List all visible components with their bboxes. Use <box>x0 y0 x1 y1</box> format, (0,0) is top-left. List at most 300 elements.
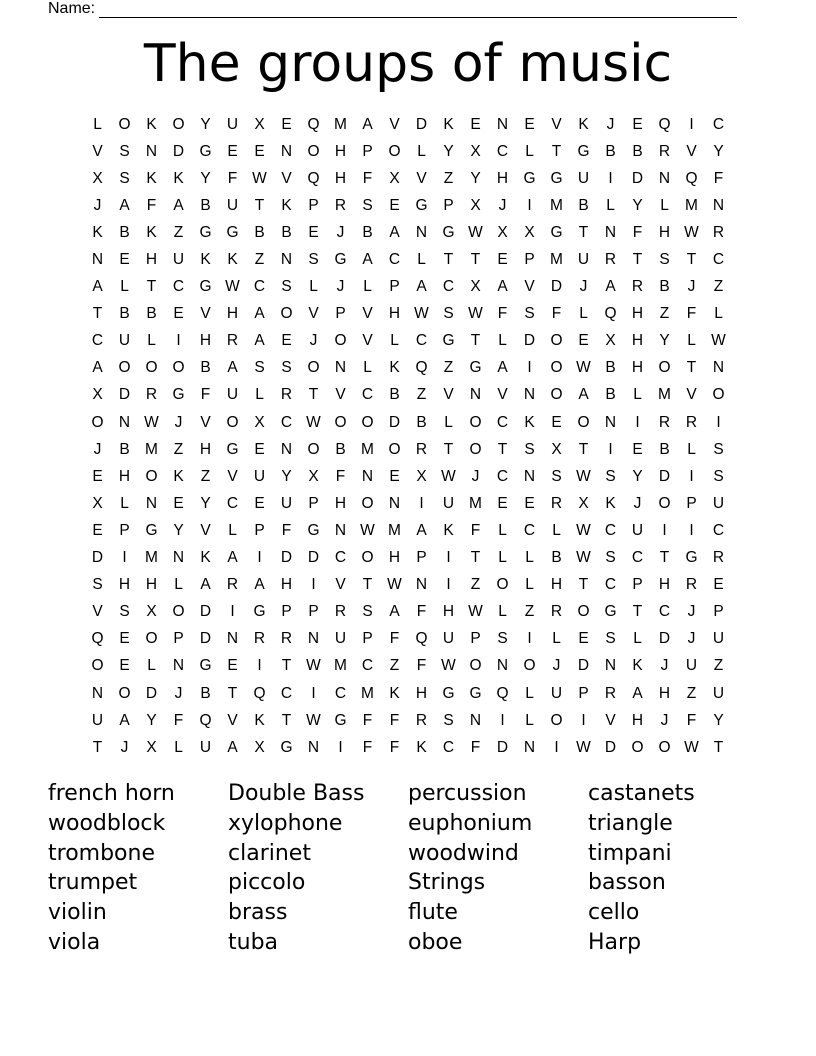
grid-letter: A <box>416 278 427 296</box>
grid-letter: K <box>227 251 238 269</box>
grid-letter: V <box>497 386 508 404</box>
grid-letter: W <box>252 169 267 187</box>
grid-letter: N <box>334 359 347 377</box>
grid-letter: F <box>362 738 373 756</box>
grid-letter: A <box>119 196 130 214</box>
grid-letter: A <box>227 738 238 756</box>
grid-letter: P <box>713 603 724 621</box>
grid-letter: P <box>173 630 184 648</box>
grid-letter: K <box>389 684 400 702</box>
grid-letter: U <box>280 494 293 512</box>
grid-letter: T <box>551 142 562 160</box>
grid-letter: L <box>255 386 264 404</box>
grid-letter: O <box>172 603 185 621</box>
grid-letter: N <box>415 576 428 594</box>
grid-letter: R <box>604 684 617 702</box>
grid-letter: P <box>254 521 265 539</box>
grid-letter: H <box>388 549 401 567</box>
grid-letter: C <box>658 603 671 621</box>
grid-letter: L <box>687 332 696 350</box>
grid-letter: T <box>92 738 103 756</box>
grid-letter: N <box>469 711 482 729</box>
grid-letter: R <box>658 142 671 160</box>
grid-letter: N <box>496 115 509 133</box>
grid-letter: K <box>254 711 265 729</box>
grid-letter: G <box>523 169 536 187</box>
grid-letter: E <box>92 521 103 539</box>
grid-letter: S <box>524 440 535 458</box>
grid-letter: U <box>712 684 725 702</box>
word-list-item: trombone <box>48 840 155 866</box>
grid-letter: O <box>118 359 131 377</box>
grid-letter: S <box>362 603 373 621</box>
grid-letter: B <box>281 223 292 241</box>
grid-letter: C <box>280 684 293 702</box>
grid-letter: L <box>579 305 588 323</box>
grid-letter: O <box>118 684 131 702</box>
grid-letter: Z <box>443 359 454 377</box>
grid-letter: J <box>309 332 318 350</box>
grid-letter: J <box>336 278 345 296</box>
grid-letter: Z <box>686 684 697 702</box>
grid-letter: R <box>604 251 617 269</box>
grid-letter: V <box>92 603 103 621</box>
grid-letter: X <box>92 169 103 187</box>
grid-letter: G <box>550 223 563 241</box>
grid-letter: P <box>524 251 535 269</box>
grid-letter: H <box>280 576 293 594</box>
grid-letter: R <box>334 196 347 214</box>
grid-letter: N <box>604 413 617 431</box>
grid-letter: I <box>500 711 505 729</box>
grid-letter: L <box>417 142 426 160</box>
grid-letter: W <box>441 467 456 485</box>
grid-letter: E <box>470 115 481 133</box>
grid-letter: D <box>496 738 509 756</box>
grid-letter: Y <box>632 467 643 485</box>
grid-letter: F <box>470 521 481 539</box>
word-list-item: basson <box>588 870 666 896</box>
grid-letter: H <box>550 576 563 594</box>
grid-letter: L <box>606 196 615 214</box>
grid-letter: T <box>443 251 454 269</box>
grid-letter: K <box>146 115 157 133</box>
grid-letter: J <box>471 467 480 485</box>
word-list-item: Strings <box>408 870 486 896</box>
grid-letter: P <box>362 142 373 160</box>
grid-letter: O <box>658 359 671 377</box>
grid-letter: E <box>497 494 508 512</box>
grid-letter: L <box>363 278 372 296</box>
word-list-item: clarinet <box>228 840 311 866</box>
grid-letter: C <box>496 142 509 160</box>
grid-letter: O <box>469 413 482 431</box>
grid-letter: K <box>524 413 535 431</box>
grid-letter: C <box>712 251 725 269</box>
grid-letter: W <box>225 278 240 296</box>
grid-letter: Z <box>470 576 481 594</box>
grid-letter: K <box>281 196 292 214</box>
grid-letter: H <box>145 251 158 269</box>
grid-letter: A <box>389 223 400 241</box>
word-list-item: castanets <box>588 781 695 806</box>
grid-letter: M <box>469 494 482 512</box>
grid-letter: A <box>119 711 130 729</box>
grid-letter: A <box>416 521 427 539</box>
grid-letter: C <box>415 332 428 350</box>
grid-letter: S <box>119 142 130 160</box>
grid-letter: U <box>685 657 698 675</box>
grid-letter: Z <box>254 251 265 269</box>
grid-letter: M <box>550 251 563 269</box>
grid-letter: H <box>199 332 212 350</box>
grid-letter: D <box>145 684 158 702</box>
word-list-item: oboe <box>408 929 463 955</box>
grid-letter: I <box>122 549 127 567</box>
grid-letter: K <box>200 549 211 567</box>
grid-letter: X <box>146 738 157 756</box>
grid-letter: T <box>578 440 589 458</box>
grid-letter: T <box>281 657 292 675</box>
grid-letter: B <box>578 196 589 214</box>
word-list-item: Double Bass <box>228 781 365 806</box>
grid-letter: E <box>227 657 238 675</box>
grid-letter: O <box>361 413 374 431</box>
grid-letter: C <box>712 115 725 133</box>
grid-letter: O <box>469 657 482 675</box>
grid-letter: Y <box>200 494 211 512</box>
grid-letter: V <box>416 169 427 187</box>
grid-letter: F <box>686 305 697 323</box>
grid-letter: Y <box>146 711 157 729</box>
grid-letter: F <box>497 305 508 323</box>
grid-letter: E <box>254 494 265 512</box>
grid-letter: S <box>713 440 724 458</box>
grid-letter: J <box>174 684 183 702</box>
grid-letter: N <box>145 494 158 512</box>
grid-letter: D <box>388 413 401 431</box>
grid-letter: X <box>254 738 265 756</box>
grid-letter: T <box>659 549 670 567</box>
grid-letter: U <box>199 738 212 756</box>
grid-letter: K <box>146 223 157 241</box>
grid-letter: B <box>416 413 427 431</box>
grid-letter: K <box>92 223 103 241</box>
grid-letter: W <box>306 413 321 431</box>
grid-letter: N <box>496 657 509 675</box>
grid-letter: H <box>226 305 239 323</box>
grid-letter: K <box>416 738 427 756</box>
grid-letter: Z <box>173 223 184 241</box>
grid-letter: K <box>173 467 184 485</box>
grid-letter: T <box>578 576 589 594</box>
grid-letter: I <box>446 549 451 567</box>
grid-letter: O <box>145 630 158 648</box>
grid-letter: G <box>307 521 320 539</box>
grid-letter: W <box>684 738 699 756</box>
grid-letter: N <box>226 630 239 648</box>
grid-letter: N <box>712 196 725 214</box>
grid-letter: T <box>632 251 643 269</box>
grid-letter: K <box>146 169 157 187</box>
grid-letter: H <box>334 142 347 160</box>
grid-letter: A <box>92 359 103 377</box>
grid-letter: G <box>280 738 293 756</box>
grid-letter: J <box>552 657 561 675</box>
grid-letter: H <box>496 169 509 187</box>
grid-letter: S <box>281 278 292 296</box>
grid-letter: Q <box>604 305 617 323</box>
grid-letter: L <box>525 549 534 567</box>
grid-letter: N <box>280 251 293 269</box>
grid-letter: W <box>144 413 159 431</box>
grid-letter: L <box>93 115 102 133</box>
grid-letter: W <box>414 305 429 323</box>
grid-letter: T <box>281 711 292 729</box>
grid-letter: L <box>174 738 183 756</box>
grid-letter: S <box>713 467 724 485</box>
grid-letter: A <box>173 196 184 214</box>
grid-letter: E <box>578 630 589 648</box>
grid-letter: S <box>497 630 508 648</box>
grid-letter: A <box>227 549 238 567</box>
grid-letter: E <box>119 630 130 648</box>
grid-letter: P <box>632 576 643 594</box>
grid-letter: H <box>658 223 671 241</box>
grid-letter: T <box>227 684 238 702</box>
name-label: Name: <box>48 0 96 17</box>
grid-letter: D <box>523 332 536 350</box>
grid-letter: I <box>527 196 532 214</box>
grid-letter: H <box>199 440 212 458</box>
word-list-item: woodblock <box>48 810 166 836</box>
grid-letter: Y <box>470 169 481 187</box>
grid-letter: W <box>306 657 321 675</box>
grid-letter: S <box>605 467 616 485</box>
grid-letter: I <box>176 332 181 350</box>
grid-letter: D <box>199 603 212 621</box>
word-list-item: percussion <box>408 781 527 806</box>
grid-letter: E <box>389 196 400 214</box>
grid-letter: J <box>660 657 669 675</box>
grid-letter: J <box>498 196 507 214</box>
grid-letter: G <box>253 603 266 621</box>
grid-letter: R <box>685 576 698 594</box>
grid-letter: J <box>660 711 669 729</box>
grid-letter: R <box>334 603 347 621</box>
grid-letter: V <box>551 115 562 133</box>
grid-letter: P <box>389 278 400 296</box>
word-list-item: timpani <box>588 840 672 866</box>
grid-letter: D <box>658 467 671 485</box>
grid-letter: N <box>523 467 536 485</box>
grid-letter: U <box>712 494 725 512</box>
grid-letter: U <box>118 332 131 350</box>
grid-letter: E <box>713 576 724 594</box>
grid-letter: G <box>199 142 212 160</box>
grid-letter: V <box>335 386 346 404</box>
grid-letter: U <box>226 386 239 404</box>
grid-letter: B <box>605 386 616 404</box>
grid-letter: J <box>336 223 345 241</box>
word-list-item: xylophone <box>228 810 343 836</box>
grid-letter: D <box>307 549 320 567</box>
grid-letter: M <box>145 440 158 458</box>
grid-letter: F <box>389 630 400 648</box>
grid-letter: X <box>389 169 400 187</box>
grid-letter: F <box>227 169 238 187</box>
grid-letter: K <box>578 115 589 133</box>
grid-letter: O <box>334 332 347 350</box>
grid-letter: W <box>684 223 699 241</box>
grid-letter: M <box>658 386 671 404</box>
grid-letter: A <box>497 359 508 377</box>
grid-letter: W <box>468 223 483 241</box>
grid-letter: D <box>415 115 428 133</box>
grid-letter: I <box>446 576 451 594</box>
grid-letter: H <box>631 711 644 729</box>
grid-letter: C <box>604 521 617 539</box>
grid-letter: R <box>280 386 293 404</box>
grid-letter: V <box>443 386 454 404</box>
grid-letter: W <box>468 603 483 621</box>
grid-letter: V <box>335 576 346 594</box>
grid-letter: O <box>658 494 671 512</box>
grid-letter: O <box>658 738 671 756</box>
grid-letter: E <box>254 440 265 458</box>
grid-letter: P <box>308 603 319 621</box>
grid-letter: D <box>631 169 644 187</box>
grid-letter: S <box>119 603 130 621</box>
grid-letter: N <box>658 169 671 187</box>
grid-letter: G <box>145 521 158 539</box>
grid-letter: C <box>334 684 347 702</box>
grid-letter: Z <box>713 278 724 296</box>
grid-letter: D <box>550 278 563 296</box>
grid-letter: M <box>361 684 374 702</box>
grid-letter: Z <box>443 169 454 187</box>
grid-letter: E <box>281 115 292 133</box>
word-list-item: brass <box>228 900 288 926</box>
grid-letter: A <box>227 359 238 377</box>
grid-letter: L <box>633 630 642 648</box>
grid-letter: E <box>173 305 184 323</box>
grid-letter: Y <box>713 142 724 160</box>
grid-letter: Y <box>443 142 454 160</box>
grid-letter: O <box>523 657 536 675</box>
grid-letter: W <box>306 711 321 729</box>
grid-letter: V <box>686 142 697 160</box>
grid-letter: L <box>525 711 534 729</box>
grid-letter: C <box>253 278 266 296</box>
grid-letter: N <box>91 684 104 702</box>
grid-letter: M <box>334 115 347 133</box>
grid-letter: E <box>632 115 643 133</box>
grid-letter: O <box>550 332 563 350</box>
grid-letter: O <box>172 115 185 133</box>
grid-letter: G <box>226 223 239 241</box>
grid-letter: A <box>389 603 400 621</box>
grid-letter: H <box>415 684 428 702</box>
grid-letter: U <box>226 196 239 214</box>
grid-letter: M <box>145 549 158 567</box>
grid-letter: P <box>578 684 589 702</box>
grid-letter: O <box>388 440 401 458</box>
grid-letter: R <box>712 549 725 567</box>
grid-letter: J <box>93 440 102 458</box>
word-list-item: cello <box>588 900 640 926</box>
grid-letter: L <box>498 603 507 621</box>
grid-letter: Y <box>632 196 643 214</box>
grid-letter: E <box>551 413 562 431</box>
grid-letter: F <box>389 738 400 756</box>
grid-letter: Z <box>200 467 211 485</box>
grid-letter: Y <box>200 169 211 187</box>
word-list-item: euphonium <box>408 810 533 836</box>
grid-letter: C <box>172 278 185 296</box>
grid-letter: K <box>605 494 616 512</box>
grid-letter: L <box>120 494 129 512</box>
grid-letter: M <box>550 196 563 214</box>
grid-letter: L <box>390 332 399 350</box>
grid-letter: N <box>280 142 293 160</box>
grid-letter: B <box>659 278 670 296</box>
grid-letter: N <box>523 386 536 404</box>
grid-letter: O <box>91 657 104 675</box>
grid-letter: T <box>497 440 508 458</box>
grid-letter: B <box>389 386 400 404</box>
grid-letter: S <box>605 549 616 567</box>
grid-letter: G <box>442 332 455 350</box>
grid-letter: W <box>468 305 483 323</box>
grid-letter: N <box>91 251 104 269</box>
grid-letter: G <box>199 278 212 296</box>
grid-letter: V <box>200 413 211 431</box>
grid-letter: X <box>416 467 427 485</box>
grid-letter: X <box>551 440 562 458</box>
grid-letter: L <box>444 413 453 431</box>
grid-letter: O <box>172 359 185 377</box>
grid-letter: L <box>309 278 318 296</box>
grid-letter: Q <box>496 684 509 702</box>
page-title: The groups of music <box>143 34 673 94</box>
grid-letter: S <box>119 169 130 187</box>
grid-letter: G <box>199 223 212 241</box>
grid-letter: N <box>307 738 320 756</box>
grid-letter: E <box>524 494 535 512</box>
grid-letter: L <box>660 196 669 214</box>
word-list-item: piccolo <box>228 870 306 896</box>
grid-letter: L <box>714 305 723 323</box>
grid-letter: J <box>174 413 183 431</box>
grid-letter: S <box>551 467 562 485</box>
grid-letter: O <box>496 576 509 594</box>
grid-letter: H <box>118 576 131 594</box>
grid-letter: T <box>686 359 697 377</box>
grid-letter: N <box>280 440 293 458</box>
grid-letter: B <box>362 223 373 241</box>
grid-letter: Q <box>685 169 698 187</box>
grid-letter: I <box>527 359 532 377</box>
grid-letter: U <box>442 630 455 648</box>
grid-letter: C <box>496 467 509 485</box>
grid-letter: W <box>387 576 402 594</box>
grid-letter: Q <box>199 711 212 729</box>
grid-letter: I <box>311 684 316 702</box>
grid-letter: R <box>550 603 563 621</box>
grid-letter: B <box>119 223 130 241</box>
grid-letter: N <box>307 630 320 648</box>
